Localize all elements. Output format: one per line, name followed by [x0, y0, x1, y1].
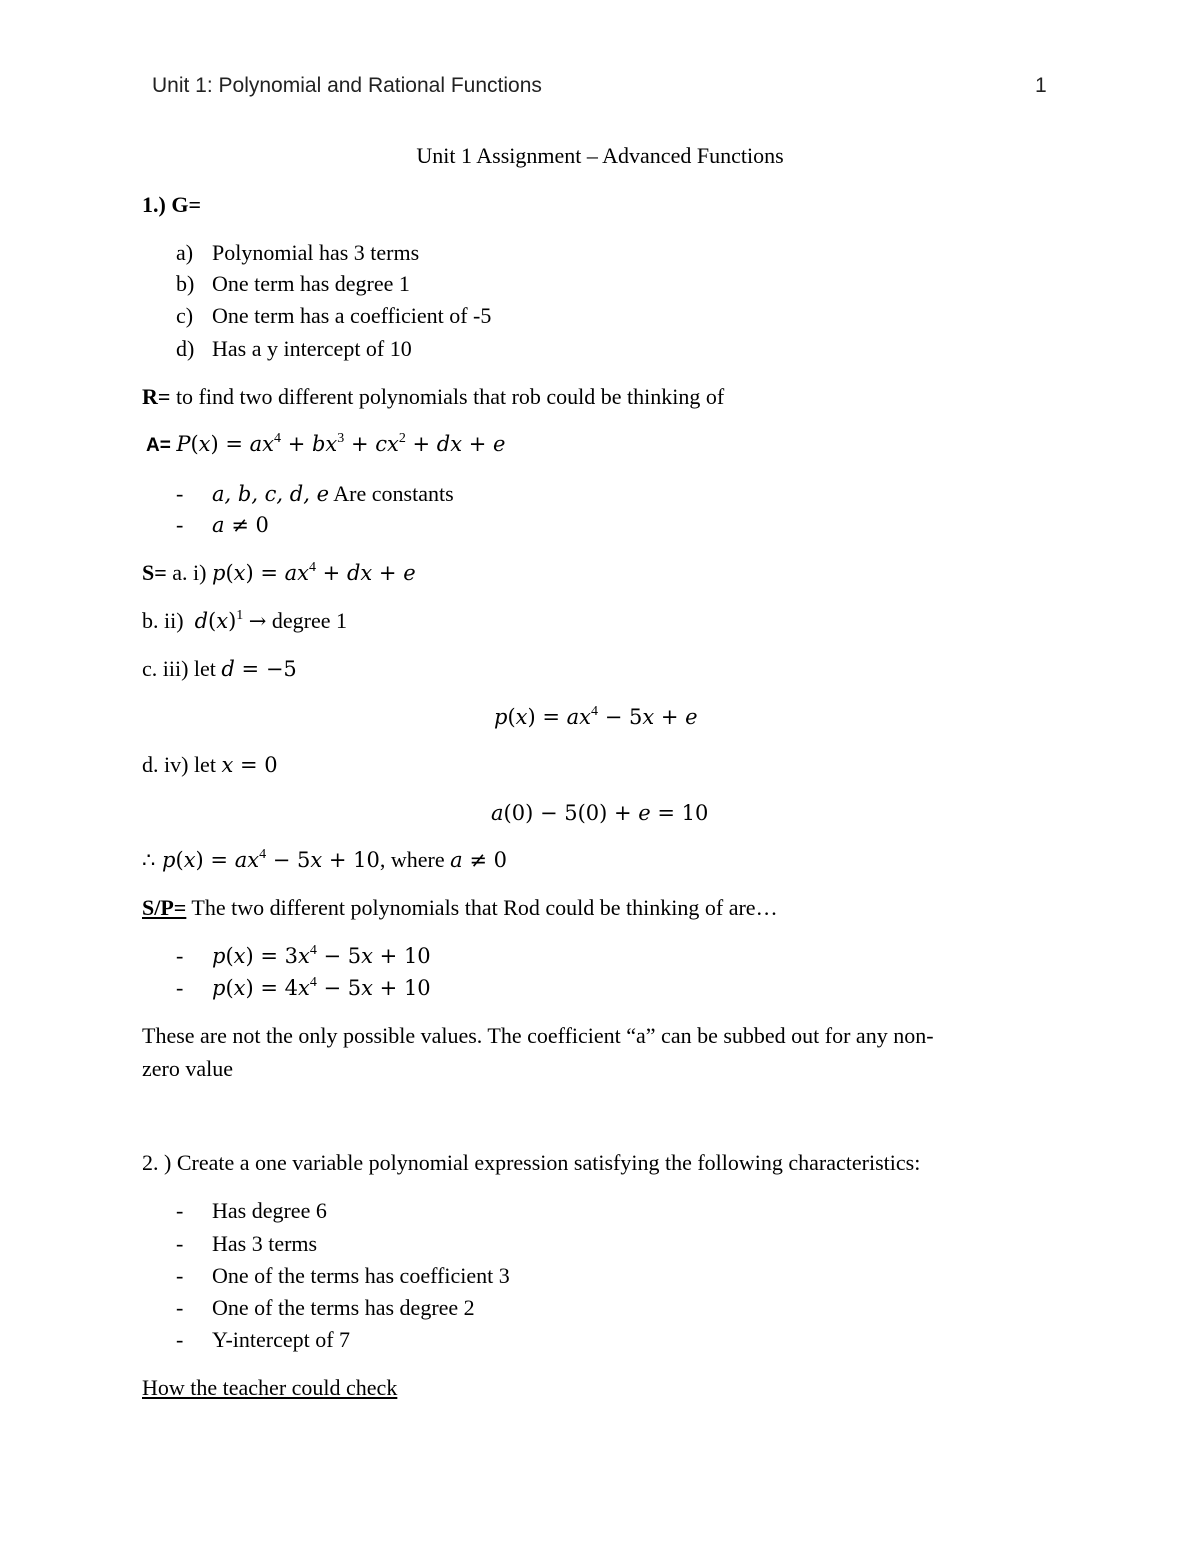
conclusion-line: ∴ $p(x) = ax^4 - 5x + 10$, where a ≠ 0: [142, 847, 507, 872]
characteristic-item: - Has 3 terms: [176, 1231, 318, 1256]
characteristic-item: - Y-intercept of 7: [176, 1327, 351, 1352]
solution-step-a: S= a. i) $p(x) = ax^4$ + dx + e: [142, 560, 416, 585]
closing-remark-line-2: zero value: [142, 1056, 233, 1081]
step-d-result: a(0) − 5(0) + e = 10: [491, 801, 709, 825]
question-1-heading: 1.) G=: [142, 192, 201, 217]
solution-step-b: b. ii) $d(x)^1$ → degree 1: [142, 608, 347, 633]
nonzero-item: - a ≠ 0: [176, 512, 269, 537]
running-header: Unit 1: Polynomial and Rational Functions: [152, 74, 542, 97]
question-2-heading: 2. ) Create a one variable polynomial expression satisfying the following characteristics:: [142, 1150, 921, 1175]
given-item: b) One term has degree 1: [176, 271, 410, 296]
solution-step-d: d. iv) let x = 0: [142, 752, 278, 777]
example-polynomial: - $p(x) = 4x^4 - 5x + 10$: [176, 975, 431, 1000]
teacher-check-heading: How the teacher could check: [142, 1375, 398, 1400]
example-polynomial: - $p(x) = 3x^4 - 5x + 10$: [176, 943, 431, 968]
constants-item: - a, b, c, d, e Are constants: [176, 481, 454, 506]
document-title: Unit 1 Assignment – Advanced Functions: [416, 143, 784, 168]
solution-step-c: c. iii) let d = −5: [142, 656, 297, 681]
step-c-result: $p(x) = ax^4 - 5x + e$: [494, 704, 698, 729]
characteristic-item: - One of the terms has coefficient 3: [176, 1263, 510, 1288]
page-number: 1: [1035, 74, 1047, 97]
given-item: d) Has a y intercept of 10: [176, 336, 412, 361]
closing-remark-line-1: These are not the only possible values. The coefficient “a” can be subbed out for any non-: [142, 1023, 934, 1048]
required-line: R= to find two different polynomials that rob could be thinking of: [142, 384, 725, 409]
given-item: a) Polynomial has 3 terms: [176, 240, 420, 265]
characteristic-item: - Has degree 6: [176, 1198, 327, 1223]
statement-line: S/P= The two different polynomials that Rod could be thinking of are…: [142, 895, 778, 920]
characteristic-item: - One of the terms has degree 2: [176, 1295, 475, 1320]
given-item: c) One term has a coefficient of -5: [176, 303, 492, 328]
analysis-equation: $A= P(x) = ax^4 + bx^3 + cx^2$ + dx + e: [146, 431, 506, 456]
